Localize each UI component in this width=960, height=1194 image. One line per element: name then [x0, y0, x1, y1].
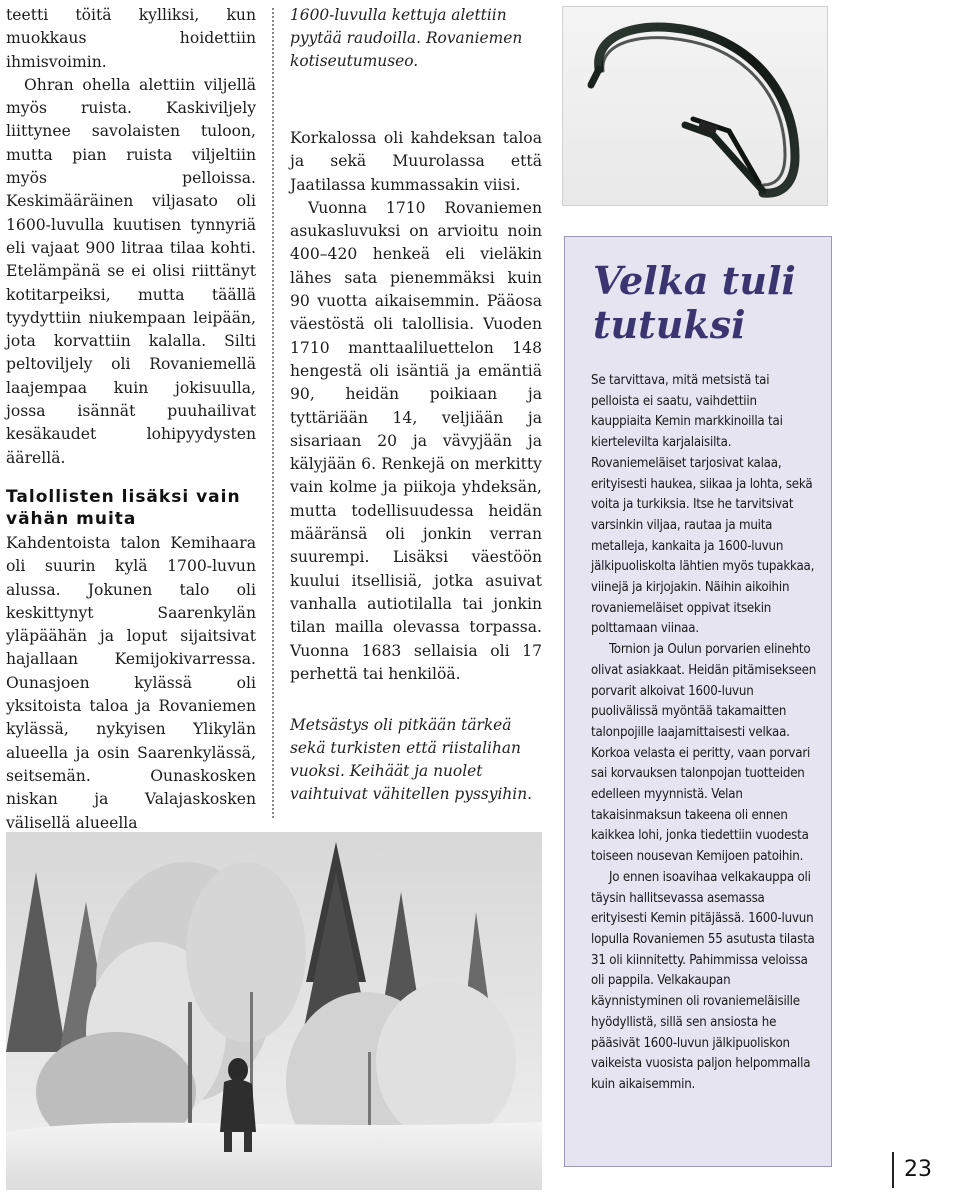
- trap-photo-caption: 1600-luvulla kettuja alettiin pyytää raudoilla. Rovaniemen kotiseutumuseo.: [290, 6, 523, 70]
- sidebar-paragraph-2: Tornion ja Oulun porvarien elinehto olivat asiakkaat. Heidän pitämisekseen porvarit alkoivat 1600-luvun puolivälissä myöntää takamaitten talonpojille laajamittaisesti velkaa. Korkoa velasta ei peritty, vaan porvari sai korvauksen talonpojan tuotteiden edelleen myynnistä. Velan takaisinmaksun takeena oli ennen kaikkea lohi, jonka tiedettiin vuodesta toiseen nousevan Kemijoen patoihin.: [591, 642, 817, 865]
- sidebar-box: [564, 236, 832, 1167]
- fox-trap-photo: [562, 6, 828, 206]
- middle-paragraph-1: Korkalossa oli kahdeksan taloa ja sekä Muurolassa että Jaatilassa kummassakin viisi.: [290, 129, 542, 194]
- middle-column: [290, 4, 542, 806]
- sidebar-title: Velka tuli tutuksi: [593, 258, 796, 347]
- forest-photo: [6, 832, 542, 1190]
- page-number: 23: [892, 1152, 952, 1188]
- snowy-forest-hunter-photo: [6, 832, 542, 1190]
- sidebar-body: [591, 371, 817, 1096]
- sidebar-paragraph-1: Se tarvittava, mitä metsistä tai pelloista ei saatu, vaihdettiin kauppiaita Kemin markkinoilla tai kiertelevilta karjalaisilta. Rovaniemeläiset tarjosivat kalaa, erityisesti haukea, siikaa ja lohta, sekä voita ja turkiksia. Itse he tarvitsivat varsinkin viljaa, rautaa ja muita metalleja, kankaita ja 1600-luvun jälkipuoliskolta lähtien myös tupakkaa, viinejä ja kirjojakin. Näihin aikoihin rovaniemeläiset oppivat itsekin polttamaan viinaa.: [591, 373, 815, 637]
- middle-paragraph-2: Vuonna 1710 Rovaniemen asukasluvuksi on arvioitu noin 400–420 henkeä eli vieläkin lähes sata pienemmäksi kuin 90 vuotta aikaisemmin. Pääosa väestöstä oli talollisia. Vuoden 1710 manttaaliluettelon 148 hengestä oli isäntiä ja emäntiä 90, heidän poikiaan ja tyttäriään 14, veljiään ja sisariaan 20 ja vävyjään ja kälyjään 6. Renkejä on merkitty vain kolme ja piikoja yhdeksän, mutta todellisuudessa heidän määränsä oli jonkin verran suurempi. Lisäksi väestöön kuului itsellisiä, jotka asuivat vanhalla autiotilalla tai jonkin tilan mailla olevassa torpassa. Vuonna 1683 sellaisia oli 17 perhettä tai henkilöä.: [290, 198, 542, 683]
- forest-photo-caption: Metsästys oli pitkään tärkeä sekä turkisten että riistalihan vuoksi. Keihäät ja nuolet vaihtuivat vähitellen pyssyihin.: [290, 716, 533, 804]
- section-subheading: Talollisten lisäksi vain vähän muita: [6, 486, 241, 529]
- left-column: [6, 4, 256, 835]
- sidebar-paragraph-3: Jo ennen isoavihaa velkakauppa oli täysin hallitsevassa asemassa erityisesti Kemin pitäjässä. 1600-luvun lopulla Rovaniemen 55 asutusta tilasta 31 oli kiinnitetty. Pahimmissa veloissa oli pappila. Velkakaupan käynnistyminen oli rovaniemeläisille hyödyllistä, sillä sen ansiosta he pääsivät 1600-luvun jälkipuoliskon vaikeista vuosista paljon helpommalla kuin aikaisemmin.: [591, 869, 815, 1092]
- left-paragraph-1: teetti töitä kylliksi, kun muokkaus hoidettiin ihmisvoimin.: [6, 6, 256, 71]
- left-paragraph-2: Ohran ohella alettiin viljellä myös ruista. Kaskiviljely liittynee savolaisten tuloon, mutta pian ruista viljeltiin myös pelloissa. Keskimääräinen viljasato oli 1600-luvulla kuutisen tynnyriä eli vajaat 900 litraa tilaa kohti. Etelämpänä se ei olisi riittänyt kotitarpeiksi, mutta täällä tyydyttiin niukempaan leipään, jota korvattiin kalalla. Silti peltoviljely oli Rovaniemellä laajempaa kuin jokisuulla, jossa isännät puuhailivat kesäkaudet lohipyydysten äärellä.: [6, 75, 256, 467]
- left-paragraph-3: Kahdentoista talon Kemihaara oli suurin kylä 1700-luvun alussa. Jokunen talo oli keskittynyt Saarenkylän yläpäähän ja loput sijaitsivat hajallaan Kemijokivarressa. Ounasjoen kylässä oli yksitoista taloa ja Rovaniemen kylässä, nykyisen Ylikylän alueella ja osin Saarenkylässä, seitsemän. Ounaskosken niskan ja Valajaskosken välisellä alueella: [6, 533, 256, 832]
- column-divider: [272, 8, 274, 818]
- fox-trap-iron-icon: [563, 7, 828, 206]
